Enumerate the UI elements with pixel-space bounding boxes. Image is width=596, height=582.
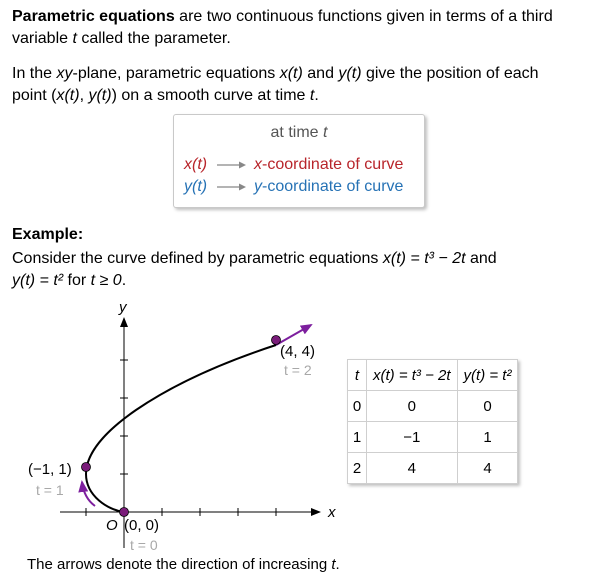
point-coord: (−1, 1) xyxy=(28,461,72,478)
table-cell: −1 xyxy=(367,422,458,453)
intro-line2-b: called the parameter. xyxy=(76,30,231,47)
intro-line2-a: variable xyxy=(12,30,73,47)
box-row-x-text: -coordinate of curve xyxy=(262,156,404,173)
text: . xyxy=(314,87,319,104)
text: -plane, parametric equations xyxy=(72,65,280,82)
text: ) on a smooth curve at time xyxy=(111,87,310,104)
point-tlabel: t = 1 xyxy=(36,482,64,498)
text: Consider the curve defined by parametric equations xyxy=(12,250,383,267)
text: point ( xyxy=(12,87,57,104)
plane-name: xy xyxy=(56,65,73,82)
intro-paragraph xyxy=(12,6,592,50)
yt-term: y(t) xyxy=(338,65,362,82)
box-row-y-left: y(t) xyxy=(184,178,208,195)
box-row-x-left: x(t) xyxy=(184,156,208,173)
t-term: t xyxy=(309,87,315,104)
text: and xyxy=(465,250,497,267)
xt-term: x(t) xyxy=(56,87,80,104)
example-heading xyxy=(12,224,592,246)
caption-end: . xyxy=(335,556,340,573)
table-cell: 4 xyxy=(457,453,518,484)
text: give the position of each xyxy=(361,65,539,82)
example-paragraph xyxy=(12,248,592,292)
header-text: t xyxy=(354,366,360,384)
parametric-graph xyxy=(0,290,350,555)
yt-term: y(t) xyxy=(88,87,112,104)
table-row xyxy=(348,422,518,453)
point-origin xyxy=(120,508,129,517)
xt-term: x(t) xyxy=(279,65,303,82)
table-cell: 1 xyxy=(457,422,518,453)
equation-y: y(t) = t² xyxy=(12,272,64,289)
text: , xyxy=(79,87,89,104)
box-row-x-var: x xyxy=(254,156,263,173)
box-row-y xyxy=(184,178,403,196)
box-row-y-var: y xyxy=(254,178,263,195)
table-header xyxy=(367,360,458,391)
table-header-row xyxy=(348,360,518,391)
table-cell: 0 xyxy=(348,391,367,422)
text: and xyxy=(302,65,339,82)
box-title-text: at time xyxy=(270,124,323,141)
graph-caption xyxy=(27,556,340,573)
text: for xyxy=(63,272,91,289)
text: In the xyxy=(12,65,57,82)
table-header xyxy=(457,360,518,391)
table-row xyxy=(348,391,518,422)
right-arrow-icon xyxy=(216,181,246,193)
point-tlabel: t = 2 xyxy=(284,362,312,378)
values-table xyxy=(347,359,518,484)
intro-term: Parametric equations xyxy=(12,8,175,25)
point-t1 xyxy=(82,463,91,472)
x-axis-label: x xyxy=(328,504,336,521)
condition: t ≥ 0 xyxy=(90,272,122,289)
box-title-t: t xyxy=(323,124,328,141)
origin-label: O xyxy=(106,517,118,534)
header-text: y(t) = t² xyxy=(463,366,512,384)
equation-x: x(t) = t³ − 2t xyxy=(382,250,466,267)
caption-t: t xyxy=(331,556,336,573)
point-coord: (4, 4) xyxy=(280,343,316,360)
direction-arrow-icon xyxy=(276,325,311,345)
point-coord: (0, 0) xyxy=(124,517,160,534)
position-paragraph xyxy=(12,63,592,107)
right-arrow-icon xyxy=(216,159,246,171)
example-heading-text: Example: xyxy=(12,226,84,243)
table-row xyxy=(348,453,518,484)
intro-line1: are two continuous functions given in terms of a third xyxy=(174,8,553,25)
table-cell: 1 xyxy=(348,422,367,453)
header-text: x(t) = t³ − 2t xyxy=(373,366,451,384)
table-cell: 2 xyxy=(348,453,367,484)
table-cell: 0 xyxy=(457,391,518,422)
box-row-y-text: -coordinate of curve xyxy=(262,178,404,195)
intro-param: t xyxy=(72,30,77,47)
table-header xyxy=(348,360,367,391)
point-tlabel: t = 0 xyxy=(130,537,158,553)
curve xyxy=(86,345,276,512)
text: . xyxy=(121,272,127,289)
definition-box xyxy=(173,114,425,208)
box-title xyxy=(174,124,424,142)
table-cell: 0 xyxy=(367,391,458,422)
y-axis-label: y xyxy=(119,299,127,316)
box-row-x xyxy=(184,156,403,174)
table-cell: 4 xyxy=(367,453,458,484)
caption-text: The arrows denote the direction of increasing xyxy=(27,556,332,573)
